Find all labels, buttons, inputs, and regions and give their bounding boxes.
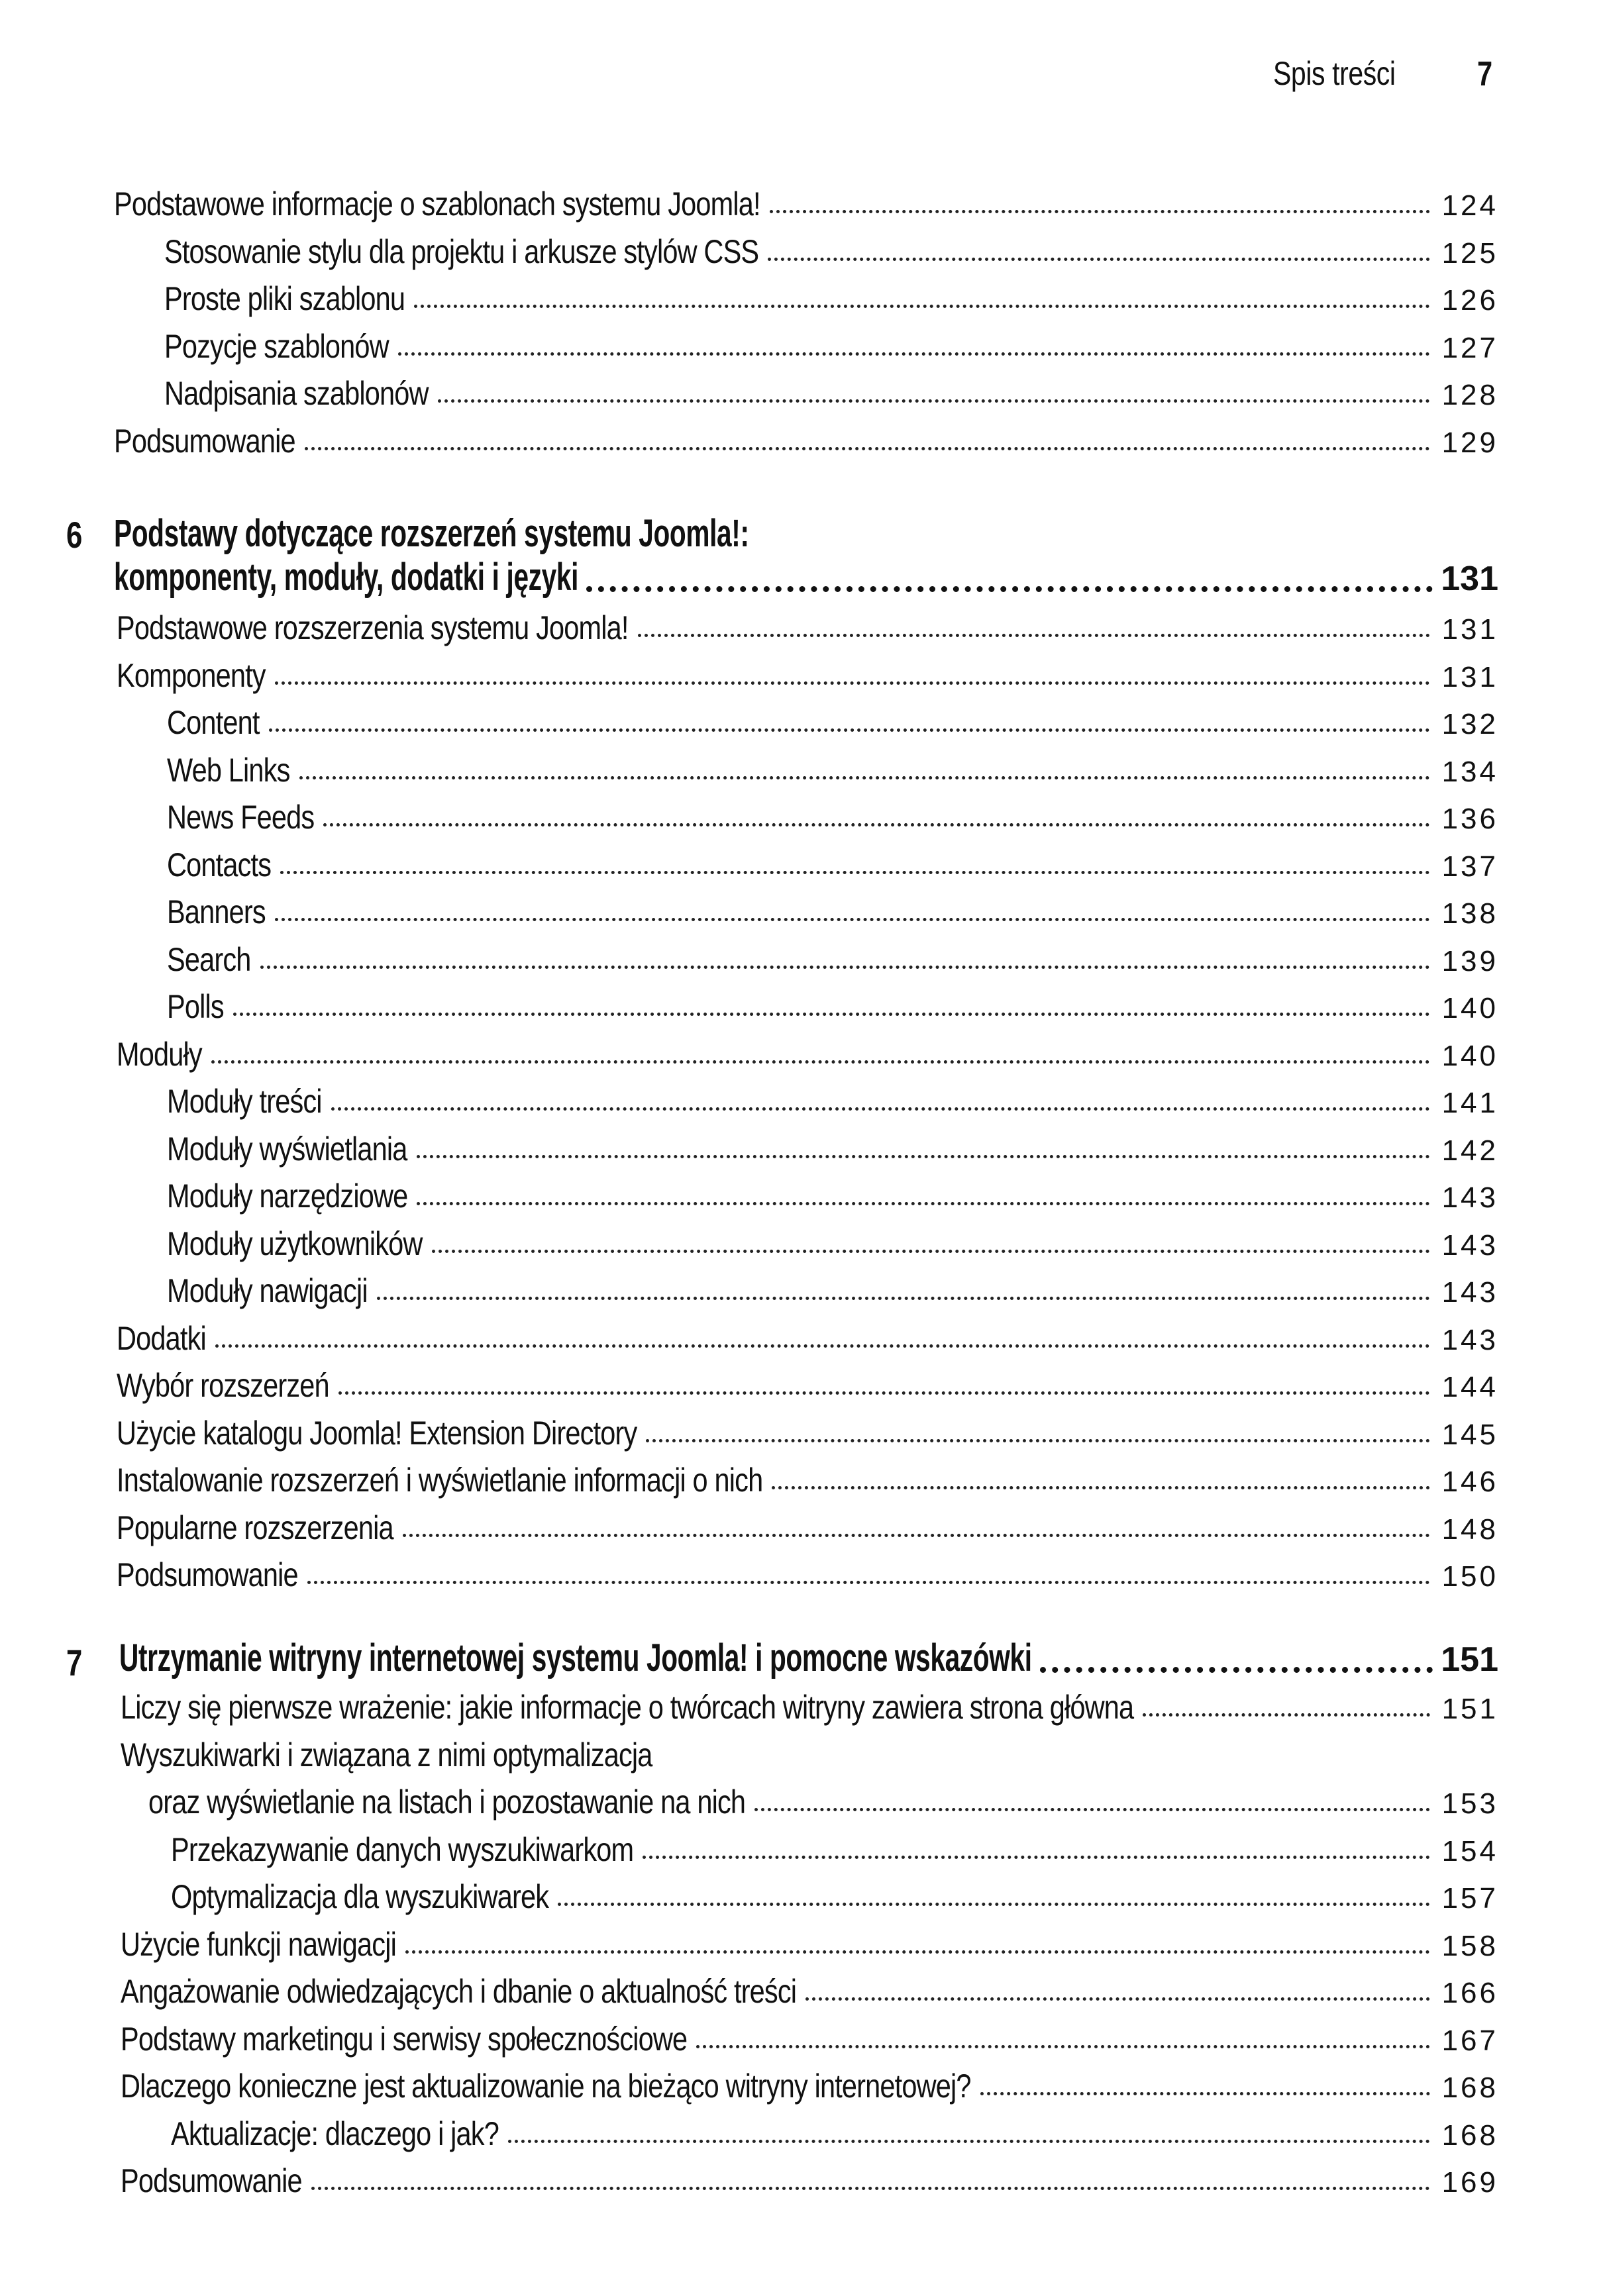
dot-leader <box>438 399 1430 403</box>
toc-entry-page: 167 <box>1441 2024 1498 2057</box>
toc-entry-title: Podsumowanie <box>117 1556 298 1593</box>
dot-leader <box>233 1013 1430 1016</box>
dot-leader <box>377 1297 1430 1300</box>
toc-entry-title: Dlaczego konieczne jest aktualizowanie na bieżąco witryny internetowej? <box>121 2068 971 2105</box>
toc-entry-title: Użycie funkcji nawigacji <box>121 1925 396 1963</box>
toc-entry-title: Popularne rozszerzenia <box>117 1509 393 1546</box>
toc-entry[interactable] <box>117 1555 1498 1595</box>
toc-entry[interactable] <box>171 1877 1498 1917</box>
toc-entry-title: Proste pliki szablonu <box>164 280 405 317</box>
dot-leader <box>646 1439 1429 1442</box>
toc-entry-page: 158 <box>1441 1929 1498 1962</box>
dot-leader <box>772 1486 1429 1489</box>
toc-entry-title: Optymalizacja dla wyszukiwarek <box>171 1878 549 1915</box>
toc-entry[interactable] <box>167 1081 1498 1121</box>
toc-entry[interactable] <box>121 2019 1498 2059</box>
toc-entry-page: 166 <box>1441 1977 1498 2009</box>
dot-leader <box>260 966 1430 969</box>
toc-entry-page: 126 <box>1441 284 1498 317</box>
chapter-title[interactable]: Podstawy dotyczące rozszerzeń systemu Joomla!: <box>114 512 749 555</box>
chapter-page: 131 <box>1441 560 1498 598</box>
dot-leader <box>403 1534 1430 1537</box>
page-header <box>1259 54 1497 101</box>
toc-entry-page: 125 <box>1441 236 1498 270</box>
toc-entry[interactable] <box>164 279 1498 319</box>
toc-entry-title: Wybór rozszerzeń <box>117 1367 329 1404</box>
toc-entry-page: 132 <box>1441 708 1498 740</box>
toc-entry[interactable] <box>171 1830 1498 1870</box>
dot-leader <box>211 1060 1430 1064</box>
toc-entry-page: 136 <box>1441 803 1498 835</box>
dot-leader <box>508 2140 1430 2143</box>
toc-entry[interactable] <box>167 987 1498 1026</box>
dot-leader <box>432 1250 1430 1253</box>
toc-entry-page: 143 <box>1441 1181 1498 1214</box>
toc-entry-page: 168 <box>1441 2071 1498 2104</box>
toc-entry-page: 134 <box>1441 755 1498 788</box>
dot-leader <box>338 1391 1430 1395</box>
chapter-number: 6 <box>66 514 83 556</box>
toc-entry-title: News Feeds <box>167 799 315 836</box>
chapter-page: 151 <box>1441 1640 1498 1679</box>
toc-entry-page: 153 <box>1441 1787 1498 1820</box>
toc-entry[interactable] <box>167 1224 1498 1264</box>
toc-entry-title: Content <box>167 704 260 741</box>
dot-leader <box>1040 1667 1433 1673</box>
toc-entry-title: Nadpisania szablonów <box>164 375 429 412</box>
toc-entry[interactable] <box>171 2114 1498 2154</box>
toc-entry-title: Stosowanie stylu dla projektu i arkusze stylów CSS <box>164 232 759 270</box>
dot-leader <box>696 2045 1429 2048</box>
toc-entry-page: 168 <box>1441 2119 1498 2152</box>
chapter-title-row[interactable] <box>114 555 1498 601</box>
dot-leader <box>405 1950 1430 1954</box>
toc-entry-page: 157 <box>1441 1882 1498 1915</box>
dot-leader <box>417 1202 1429 1205</box>
toc-entry[interactable] <box>167 1176 1498 1216</box>
dot-leader <box>215 1344 1430 1348</box>
dot-leader <box>638 634 1430 637</box>
toc-entry-page: 139 <box>1441 944 1498 977</box>
toc-entry-page: 142 <box>1441 1134 1498 1167</box>
toc-entry-title: Podstawowe rozszerzenia systemu Joomla! <box>117 609 629 646</box>
toc-entry-title: Przekazywanie danych wyszukiwarkom <box>171 1830 634 1868</box>
toc-entry[interactable] <box>167 1271 1498 1311</box>
toc-entry-title: Podsumowanie <box>121 2162 302 2199</box>
toc-entry[interactable] <box>117 1413 1498 1453</box>
toc-entry[interactable] <box>114 184 1498 224</box>
toc-entry-title: Pozycje szablonów <box>164 327 389 365</box>
toc-entry-page: 131 <box>1441 660 1498 693</box>
toc-entry[interactable] <box>164 374 1498 413</box>
dot-leader <box>331 1107 1430 1111</box>
toc-entry-page: 151 <box>1441 1693 1498 1725</box>
toc-entry-title: Dodatki <box>117 1319 206 1357</box>
toc-entry-title: Web Links <box>167 751 290 789</box>
toc-entry-title: Angażowanie odwiedzających i dbanie o aktualność treści <box>121 1973 797 2010</box>
dot-leader <box>280 871 1429 874</box>
toc-entry-title: Użycie katalogu Joomla! Extension Directory <box>117 1414 637 1452</box>
dot-leader <box>323 823 1429 826</box>
toc-entry-title: oraz wyświetlanie na listach i pozostawanie na nich <box>148 1783 746 1821</box>
toc-entry[interactable] <box>164 232 1498 272</box>
dot-leader <box>307 1581 1430 1584</box>
dot-leader <box>398 352 1430 356</box>
toc-entry-title: Moduły użytkowników <box>167 1224 423 1262</box>
toc-entry-title: Podstawy marketingu i serwisy społecznościowe <box>121 2020 688 2058</box>
running-title: Spis treści <box>1273 55 1396 92</box>
toc-entry-title: Moduły nawigacji <box>167 1272 368 1309</box>
dot-leader <box>275 681 1430 685</box>
toc-entry-title: Liczy się pierwsze wrażenie: jakie informacje o twórcach witryny zawiera strona główna <box>121 1689 1134 1726</box>
page-number: 7 <box>1477 55 1493 93</box>
toc-entry-title: Polls <box>167 988 224 1025</box>
toc-entry-page: 141 <box>1441 1087 1498 1119</box>
toc-entry[interactable] <box>164 326 1498 366</box>
toc-entry[interactable] <box>167 703 1498 742</box>
chapter-number: 7 <box>66 1642 83 1683</box>
toc-entry-title: Moduły wyświetlania <box>167 1130 407 1168</box>
toc-entry[interactable] <box>117 1366 1498 1405</box>
toc-entry[interactable] <box>117 1508 1498 1548</box>
toc-entry-title: Podsumowanie <box>114 422 295 460</box>
toc-entry-title: Aktualizacje: dlaczego i jak? <box>171 2115 499 2152</box>
toc-entry-page: 143 <box>1441 1276 1498 1309</box>
toc-entry-page: 127 <box>1441 331 1498 364</box>
toc-entry[interactable] <box>117 656 1498 695</box>
toc-entry[interactable] <box>167 892 1498 932</box>
toc-entry-page: 128 <box>1441 379 1498 411</box>
toc-entry[interactable] <box>121 1924 1498 1964</box>
toc-entry[interactable] <box>117 1460 1498 1500</box>
toc-entry[interactable] <box>117 1034 1498 1074</box>
dot-leader <box>558 1903 1429 1906</box>
toc-entry-page: 140 <box>1441 1039 1498 1072</box>
toc-entry[interactable] <box>167 1129 1498 1169</box>
toc-entry[interactable] <box>167 797 1498 837</box>
toc-entry-page: 140 <box>1441 992 1498 1024</box>
toc-entry-title: Komponenty <box>117 656 266 694</box>
dot-leader <box>305 447 1430 450</box>
dot-leader <box>1143 1713 1429 1717</box>
dot-leader <box>269 728 1430 732</box>
toc-entry-page: 169 <box>1441 2166 1498 2199</box>
toc-entry[interactable] <box>121 2161 1498 2201</box>
toc-entry[interactable] <box>121 1687 1498 1727</box>
toc-entry-page: 129 <box>1441 426 1498 459</box>
toc-entry-title: Wyszukiwarki i związana z nimi optymalizacja <box>121 1736 652 1773</box>
toc-entry-page: 148 <box>1441 1513 1498 1546</box>
chapter-title: Utrzymanie witryny internetowej systemu Joomla! i pomocne wskazówki <box>119 1636 1032 1679</box>
toc-entry-title: Banners <box>167 893 266 930</box>
toc-entry-page: 124 <box>1441 189 1498 222</box>
toc-entry-title: Moduły treści <box>167 1083 322 1120</box>
dot-leader <box>275 918 1430 921</box>
dot-leader <box>414 305 1429 308</box>
toc-entry[interactable] <box>148 1782 1498 1822</box>
dot-leader <box>980 2092 1430 2095</box>
toc-entry-page: 143 <box>1441 1228 1498 1262</box>
dot-leader <box>311 2187 1430 2190</box>
dot-leader <box>770 210 1430 213</box>
toc-entry[interactable] <box>121 1735 1498 1775</box>
toc-entry-page: 143 <box>1441 1323 1498 1356</box>
dot-leader <box>417 1155 1430 1158</box>
toc-entry-page: 144 <box>1441 1371 1498 1403</box>
toc-entry-title: Contacts <box>167 846 272 883</box>
toc-entry-page: 150 <box>1441 1560 1498 1593</box>
toc-entry-page: 145 <box>1441 1418 1498 1451</box>
toc-entry[interactable] <box>121 2066 1498 2106</box>
dot-leader <box>586 586 1433 592</box>
toc-entry[interactable] <box>117 1319 1498 1358</box>
toc-entry-title: Moduły <box>117 1035 202 1073</box>
toc-entry-title: Search <box>167 940 251 978</box>
toc-entry-page: 137 <box>1441 850 1498 883</box>
toc-entry-page: 131 <box>1441 613 1498 646</box>
chapter-title-continued: komponenty, moduły, dodatki i języki <box>114 556 579 599</box>
dot-leader <box>643 1856 1429 1859</box>
toc-entry[interactable] <box>117 608 1498 648</box>
toc-entry-title: Podstawowe informacje o szablonach systemu Joomla! <box>114 185 760 223</box>
chapter-title-row[interactable] <box>119 1636 1498 1682</box>
toc-entry[interactable] <box>167 750 1498 790</box>
toc-entry[interactable] <box>114 421 1498 461</box>
toc-entry[interactable] <box>167 845 1498 885</box>
dot-leader <box>754 1808 1429 1811</box>
toc-entry-title: Moduły narzędziowe <box>167 1177 408 1215</box>
toc-entry-page: 154 <box>1441 1834 1498 1868</box>
dot-leader <box>805 1997 1429 2001</box>
dot-leader <box>768 258 1429 261</box>
toc-entry-title: Instalowanie rozszerzeń i wyświetlanie informacji o nich <box>117 1462 763 1499</box>
toc-entry[interactable] <box>121 1972 1498 2011</box>
toc-entry-page: 138 <box>1441 897 1498 930</box>
toc-entry-page: 146 <box>1441 1466 1498 1498</box>
dot-leader <box>299 776 1430 779</box>
toc-entry[interactable] <box>167 940 1498 979</box>
